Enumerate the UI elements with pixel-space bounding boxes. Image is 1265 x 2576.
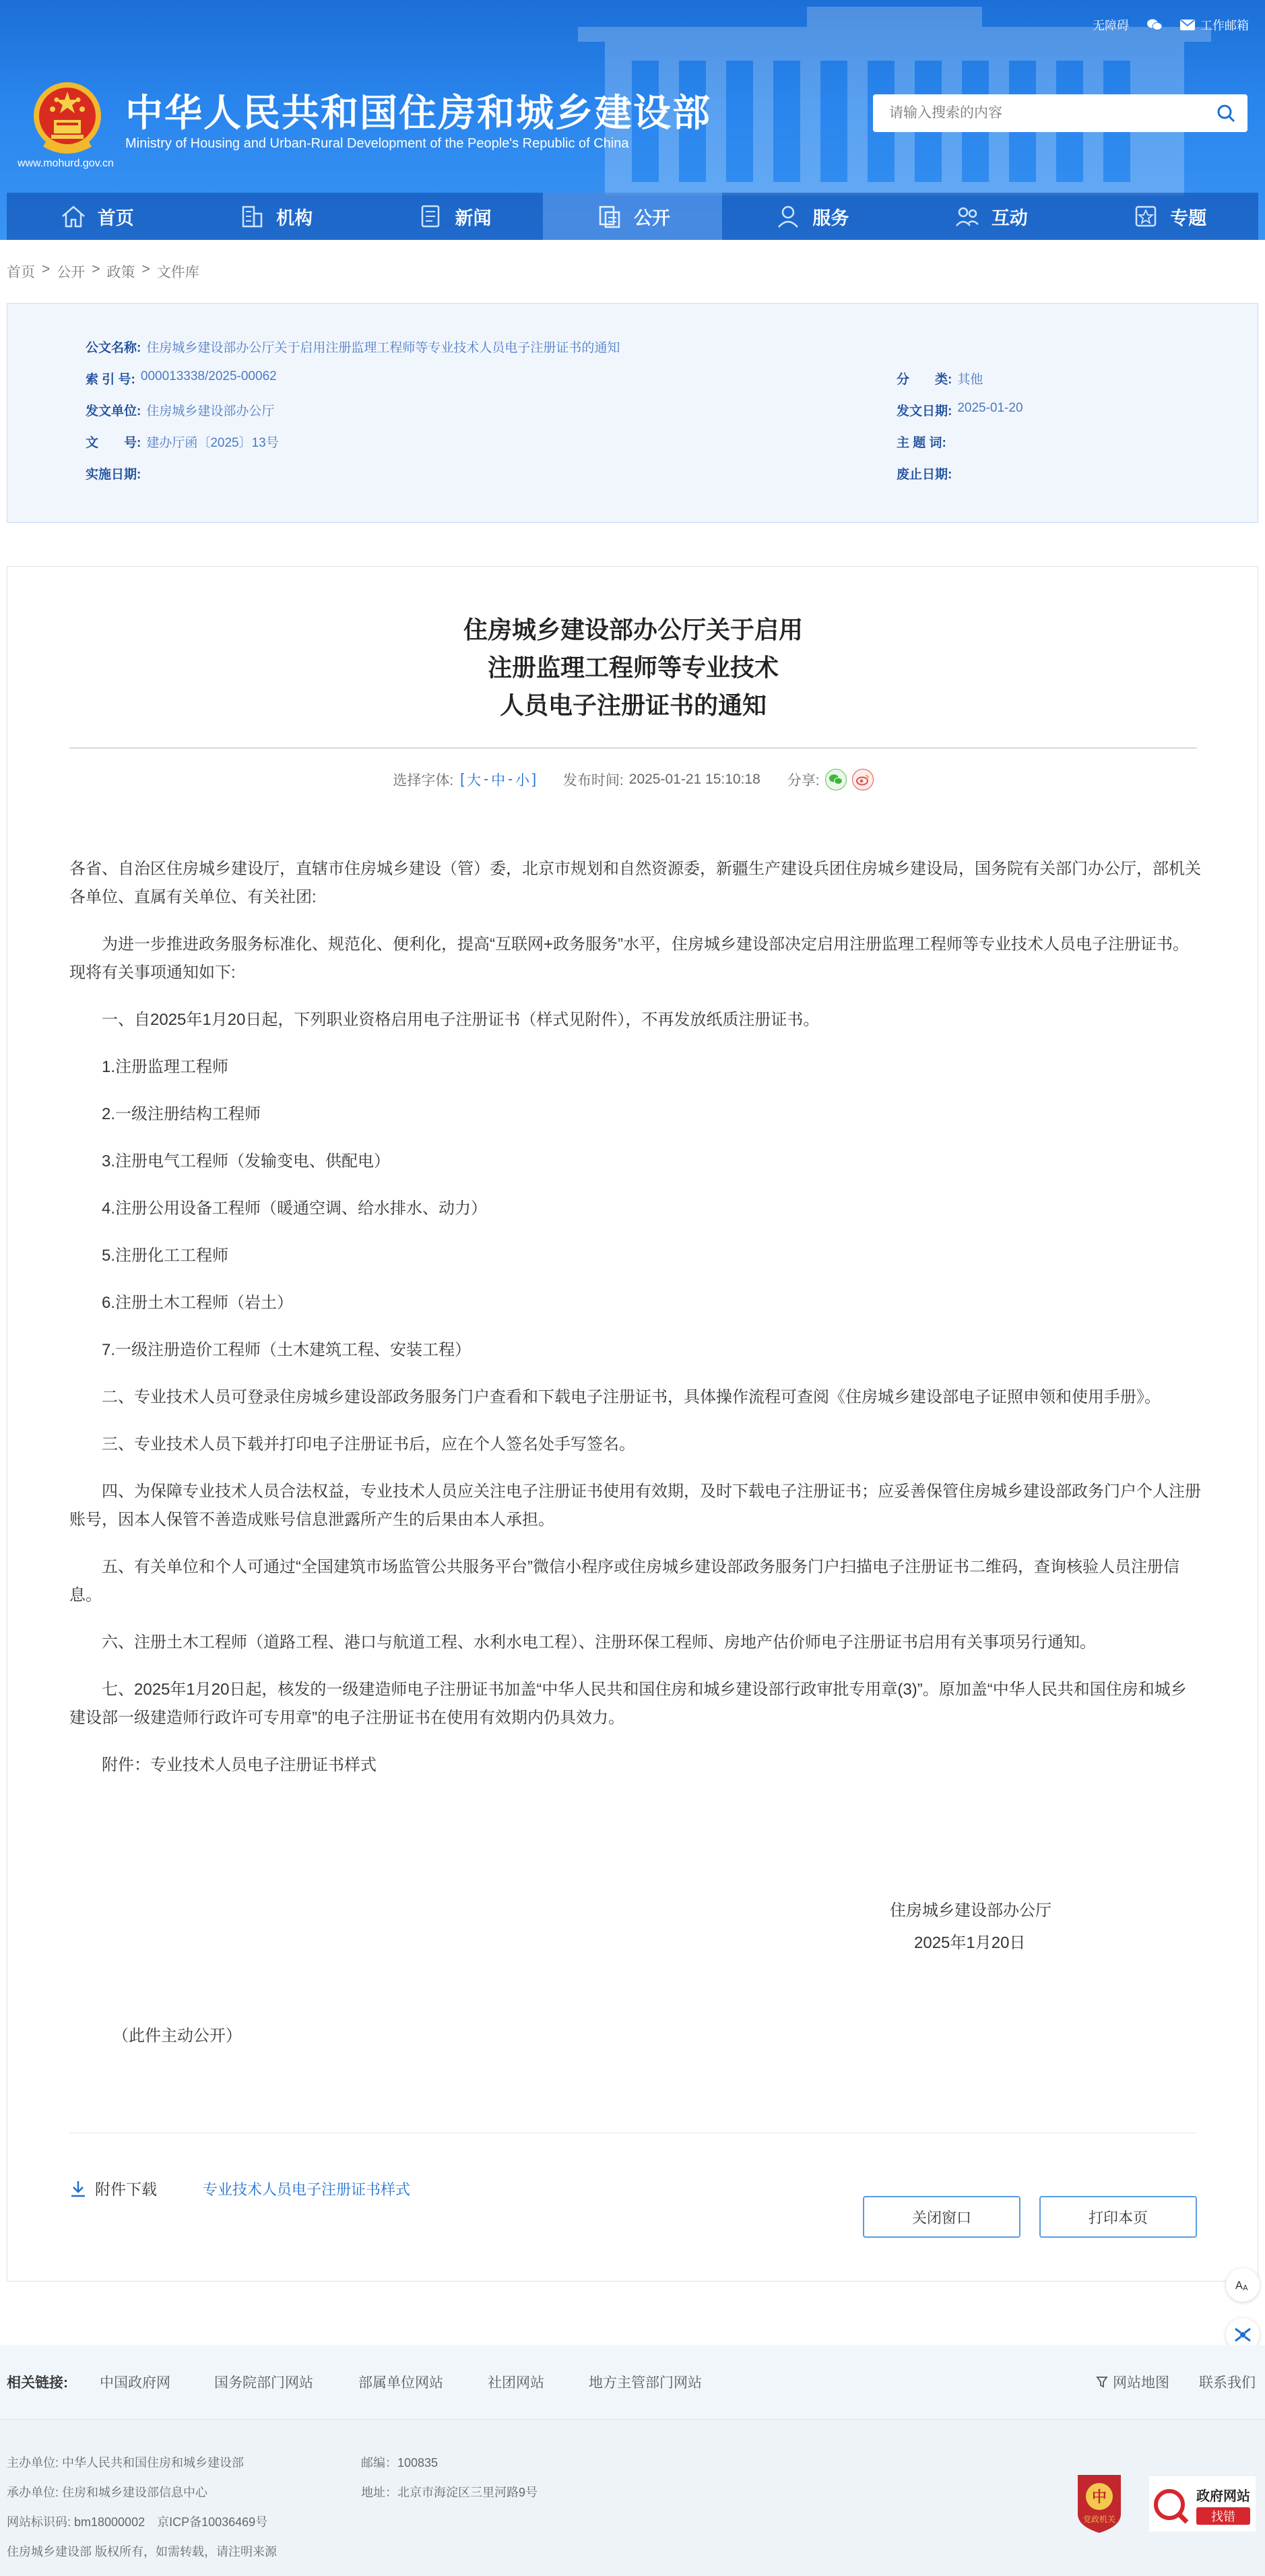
meta-doc-no-value: 建办厅函〔2025〕13号 bbox=[146, 436, 279, 450]
font-size-small[interactable]: 小 bbox=[515, 773, 530, 788]
meta-doc-name-value: 住房城乡建设部办公厅关于启用注册监理工程师等专业技术人员电子注册证书的通知 bbox=[146, 341, 620, 355]
main-nav bbox=[7, 193, 1258, 240]
article-paragraph: 七、2025年1月20日起，核发的一级建造师电子注册证书加盖“中华人民共和国住房和城乡建设部行政审批专用章(3)”。原加盖“中华人民共和国住房和城乡建设部一级建造师行政许可专用章”的电子注册证书在使用有效期内仍具效力。 bbox=[69, 1680, 1187, 1727]
nav-organization[interactable] bbox=[185, 193, 364, 240]
attachment-link[interactable]: 专业技术人员电子注册证书样式 bbox=[203, 2181, 411, 2198]
article-list-item: 1.注册监理工程师 bbox=[102, 1058, 229, 1076]
meta-category-label: 分 类: bbox=[897, 373, 952, 387]
attachment-download-text: 附件下载 bbox=[95, 2180, 157, 2198]
share-wechat-icon[interactable] bbox=[825, 769, 847, 790]
related-link-associations[interactable]: 社团网站 bbox=[488, 2375, 544, 2391]
nav-open[interactable] bbox=[543, 193, 721, 240]
font-select-bracket: [ bbox=[460, 772, 465, 787]
meta-doc-name-label: 公文名称: bbox=[86, 341, 141, 355]
public-disclosure-note: （此件主动公开） bbox=[112, 2027, 242, 2045]
font-size-large[interactable]: 大 bbox=[467, 773, 482, 788]
nav-organization-label: 机构 bbox=[276, 208, 313, 228]
article-title-line: 注册监理工程师等专业技术 bbox=[487, 654, 779, 681]
service-icon bbox=[773, 201, 803, 231]
search-button[interactable] bbox=[1204, 94, 1247, 132]
meta-expiry-label: 废止日期: bbox=[897, 468, 952, 482]
article-container bbox=[7, 566, 1258, 2282]
elder-mode-icon bbox=[1233, 2275, 1252, 2294]
topic-icon bbox=[1131, 201, 1161, 231]
breadcrumb-file-library[interactable]: 文件库 bbox=[156, 265, 199, 280]
gov-website-error-report-badge[interactable] bbox=[1149, 2476, 1256, 2532]
gov-badge-subtitle: 找错 bbox=[1211, 2510, 1235, 2524]
sitemap-link[interactable] bbox=[1095, 2372, 1169, 2392]
svg-text:A: A bbox=[1235, 2279, 1243, 2292]
font-select-separator: - bbox=[484, 772, 489, 787]
meta-issuer bbox=[86, 401, 274, 419]
breadcrumb-separator: > bbox=[141, 261, 150, 277]
meta-doc-name bbox=[86, 338, 620, 356]
nav-interaction-label: 互动 bbox=[991, 208, 1028, 228]
accessibility-tool-icon bbox=[1233, 2325, 1253, 2345]
related-link-gov-cn[interactable]: 中国政府网 bbox=[100, 2375, 170, 2391]
footer-site-id: 网站标识码: bm18000002 京ICP备10036469号 bbox=[7, 2515, 268, 2529]
svg-text:中: 中 bbox=[1091, 2489, 1107, 2506]
print-page-button[interactable]: 打印本页 bbox=[1039, 2196, 1197, 2238]
breadcrumb bbox=[7, 261, 199, 282]
meta-effective-label: 实施日期: bbox=[86, 468, 141, 482]
publish-time-value: 2025-01-21 15:10:18 bbox=[628, 772, 760, 787]
nav-home[interactable] bbox=[7, 193, 185, 240]
article-list-item: 6.注册土木工程师（岩土） bbox=[102, 1294, 294, 1312]
wechat-icon[interactable] bbox=[1146, 18, 1163, 32]
share-weibo-icon[interactable] bbox=[852, 769, 874, 790]
nav-home-label: 首页 bbox=[97, 208, 134, 228]
interact-icon bbox=[952, 201, 982, 231]
close-window-button[interactable]: 关闭窗口 bbox=[863, 2196, 1020, 2238]
national-emblem-logo[interactable] bbox=[32, 80, 102, 155]
meta-category bbox=[897, 369, 983, 387]
footer-address: 地址：北京市海淀区三里河路9号 bbox=[361, 2486, 538, 2499]
article-attachment-note: 附件：专业技术人员电子注册证书样式 bbox=[102, 1756, 377, 1774]
nav-service[interactable] bbox=[722, 193, 901, 240]
related-links-bar bbox=[0, 2345, 1265, 2419]
related-links-label: 相关链接: bbox=[7, 2375, 68, 2391]
meta-issuer-label: 发文单位: bbox=[86, 404, 141, 418]
breadcrumb-home[interactable]: 首页 bbox=[7, 265, 35, 280]
title-divider bbox=[69, 747, 1197, 749]
sitemap-icon bbox=[1095, 2375, 1109, 2389]
footer-sponsor: 主办单位: 中华人民共和国住房和城乡建设部 bbox=[7, 2456, 244, 2470]
site-url: www.mohurd.gov.cn bbox=[18, 158, 114, 169]
article-paragraph: 六、注册土木工程师（道路工程、港口与航道工程、水利水电工程）、注册环保工程师、房地产估价师电子注册证书启用有关事项另行通知。 bbox=[102, 1633, 1096, 1652]
article-list-item: 2.一级注册结构工程师 bbox=[102, 1105, 261, 1123]
nav-service-label: 服务 bbox=[812, 208, 849, 228]
meta-issue-date bbox=[897, 401, 1023, 419]
search-input[interactable] bbox=[873, 94, 1204, 132]
breadcrumb-policy[interactable]: 政策 bbox=[106, 265, 135, 280]
site-title[interactable]: 中华人民共和国住房和城乡建设部 bbox=[125, 92, 711, 134]
article-list-item: 4.注册公用设备工程师（暖通空调、给水排水、动力） bbox=[102, 1199, 488, 1218]
font-select-separator: - bbox=[508, 772, 513, 787]
article-body bbox=[69, 855, 1202, 1798]
top-links bbox=[1093, 16, 1249, 34]
nav-news-label: 新闻 bbox=[455, 208, 492, 228]
accessibility-link[interactable]: 无障碍 bbox=[1093, 19, 1129, 32]
related-link-affiliated-units[interactable]: 部属单位网站 bbox=[358, 2375, 443, 2391]
party-government-badge[interactable] bbox=[1071, 2472, 1128, 2534]
footer-postcode: 邮编：100835 bbox=[361, 2456, 439, 2470]
publish-time-label: 发布时间: bbox=[562, 773, 624, 788]
work-email-link[interactable] bbox=[1180, 16, 1249, 34]
signing-date: 2025年1月20日 bbox=[914, 1934, 1026, 1952]
font-select-bracket: ] bbox=[532, 772, 536, 787]
article-list-item: 5.注册化工工程师 bbox=[102, 1247, 229, 1265]
article-paragraph: 一、自2025年1月20日起，下列职业资格启用电子注册证书（样式见附件），不再发放纸质注册证书。 bbox=[102, 1011, 820, 1029]
attachment-download-label bbox=[69, 2177, 157, 2199]
meta-category-value: 其他 bbox=[957, 373, 983, 387]
footer-copyright: 住房城乡建设部 版权所有，如需转载，请注明来源 bbox=[7, 2545, 277, 2558]
article-title-line: 人员电子注册证书的通知 bbox=[499, 691, 767, 719]
meta-issue-date-value: 2025-01-20 bbox=[957, 401, 1023, 415]
site-title-english: Ministry of Housing and Urban-Rural Development of the People's Republic of China bbox=[125, 136, 629, 151]
article-list-item: 3.注册电气工程师（发输变电、供配电） bbox=[102, 1152, 391, 1170]
article-list-item: 7.一级注册造价工程师（土木建筑工程、安装工程） bbox=[102, 1341, 472, 1359]
nav-topic-label: 专题 bbox=[1170, 208, 1207, 228]
article-paragraph: 为进一步推进政务服务标准化、规范化、便利化，提高“互联网+政务服务”水平，住房城乡建设部决定启用注册监理工程师等专业技术人员电子注册证书。现将有关事项通知如下: bbox=[69, 935, 1189, 982]
contact-us-link[interactable]: 联系我们 bbox=[1199, 2375, 1256, 2391]
meta-doc-no-label: 文 号: bbox=[86, 436, 141, 450]
open-icon bbox=[595, 201, 624, 231]
mail-icon bbox=[1180, 20, 1195, 30]
site-footer bbox=[0, 2419, 1265, 2576]
share-label: 分享: bbox=[787, 773, 820, 788]
meta-issue-date-label: 发文日期: bbox=[897, 404, 952, 418]
nav-open-label: 公开 bbox=[633, 208, 670, 228]
breadcrumb-separator: > bbox=[42, 261, 51, 277]
font-size-medium[interactable]: 中 bbox=[491, 773, 506, 788]
article-info-bar bbox=[7, 769, 1259, 790]
article-paragraph: 四、为保障专业技术人员合法权益，专业技术人员应关注电子注册证书使用有效期，及时下载电子注册证书；应妥善保管住房城乡建设部政务门户个人注册账号，因本人保管不善造成账号信息泄露所产生的后果由本人承担。 bbox=[69, 1482, 1201, 1529]
elder-mode-button[interactable] bbox=[1226, 2268, 1260, 2302]
meta-index-label: 索 引 号: bbox=[86, 373, 135, 387]
meta-issuer-value: 住房城乡建设部办公厅 bbox=[146, 404, 275, 418]
article-paragraph: 各省、自治区住房城乡建设厅，直辖市住房城乡建设（管）委，北京市规划和自然资源委，新疆生产建设兵团住房城乡建设局，国务院有关部门办公厅，部机关各单位、直属有关单位、有关社团: bbox=[69, 860, 1201, 906]
article-title bbox=[7, 611, 1259, 724]
work-email-label: 工作邮箱 bbox=[1200, 19, 1249, 32]
party-badge-text: 党政机关 bbox=[1082, 2515, 1116, 2524]
related-link-state-council-depts[interactable]: 国务院部门网站 bbox=[214, 2375, 313, 2391]
meta-doc-no bbox=[86, 433, 279, 451]
breadcrumb-open[interactable]: 公开 bbox=[57, 265, 86, 280]
article-paragraph: 三、专业技术人员下载并打印电子注册证书后，应在个人签名处手写签名。 bbox=[102, 1435, 635, 1453]
download-icon bbox=[69, 2179, 87, 2198]
meta-keywords bbox=[897, 433, 952, 451]
search-box bbox=[873, 94, 1247, 132]
font-select-label: 选择字体: bbox=[393, 773, 454, 788]
building-icon bbox=[237, 201, 267, 231]
related-link-local-authorities[interactable]: 地方主管部门网站 bbox=[589, 2375, 702, 2391]
site-header bbox=[0, 0, 1265, 240]
breadcrumb-separator: > bbox=[92, 261, 100, 277]
meta-keywords-label: 主 题 词: bbox=[897, 436, 946, 450]
nav-news[interactable] bbox=[364, 193, 543, 240]
search-icon bbox=[1216, 103, 1236, 123]
article-paragraph: 二、专业技术人员可登录住房城乡建设部政务服务门户查看和下载电子注册证书，具体操作流程可查阅《住房城乡建设部电子证照申领和使用手册》。 bbox=[102, 1388, 1161, 1406]
svg-text:A: A bbox=[1243, 2284, 1248, 2292]
article-title-line: 住房城乡建设部办公厅关于启用 bbox=[463, 616, 803, 643]
signing-organization: 住房城乡建设部办公厅 bbox=[890, 1902, 1051, 1920]
meta-index bbox=[86, 369, 277, 387]
gov-badge-title: 政府网站 bbox=[1196, 2488, 1250, 2504]
nav-interaction[interactable] bbox=[901, 193, 1079, 240]
meta-expiry-date bbox=[897, 464, 957, 482]
document-meta-box bbox=[7, 303, 1258, 523]
nav-topic[interactable] bbox=[1080, 193, 1258, 240]
article-paragraph: 五、有关单位和个人可通过“全国建筑市场监管公共服务平台”微信小程序或住房城乡建设部政务服务门户扫描电子注册证书二维码，查询核验人员注册信息。 bbox=[69, 1558, 1179, 1604]
home-icon bbox=[59, 201, 88, 231]
footer-operator: 承办单位: 住房和城乡建设部信息中心 bbox=[7, 2486, 208, 2499]
news-icon bbox=[416, 201, 446, 231]
meta-index-value: 000013338/2025-00062 bbox=[140, 369, 277, 383]
sitemap-label: 网站地图 bbox=[1113, 2375, 1169, 2391]
meta-effective-date bbox=[86, 464, 146, 482]
